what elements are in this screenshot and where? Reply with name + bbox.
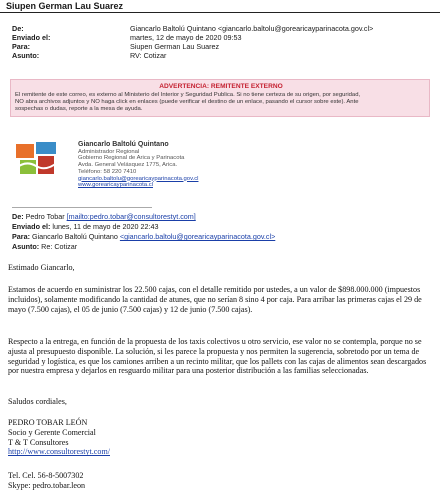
gore-logo-icon: [14, 140, 60, 178]
to-label: Para:: [12, 42, 30, 51]
warning-line: sospechas o dudas, reporte a la mesa de ayuda.: [15, 106, 143, 113]
logo-block-blue: [36, 142, 56, 154]
forwarded-sent-row: [12, 222, 159, 231]
sender-block: [8, 418, 110, 457]
sender-contact: [8, 471, 85, 491]
fwd-subject-label: Asunto:: [12, 242, 40, 251]
signature-phone: Teléfono: 58 220 7410: [78, 168, 137, 175]
forwarded-to-row: [12, 232, 275, 241]
warning-line: El remitente de este correo, es externo al Ministerio del Interior y Seguridad Publica. Si no tiene certeza de su origen, por seguridad,: [15, 92, 361, 98]
to-value[interactable]: Siupen German Lau Suarez: [130, 42, 220, 51]
signature-name: Giancarlo Baltolú Quintano: [78, 141, 169, 148]
warning-line: NO abra archivos adjuntos y NO haga click en enlaces (puede verificar el destino de un enlace, pasando el cursor sobre este). Ante: [15, 99, 359, 106]
from-value[interactable]: Giancarlo Baltolú Quintano <giancarlo.baltolu@gorearicayparinacota.gov.cl>: [130, 24, 374, 33]
sender-role: Socio y Gerente Comercial: [8, 427, 96, 437]
signature-address: Avda. General Velásquez 1775, Arica.: [78, 162, 178, 169]
sent-label: Enviado el:: [12, 33, 51, 42]
fwd-to-label: Para:: [12, 232, 30, 241]
logo-block-orange: [16, 144, 34, 158]
sender-name: PEDRO TOBAR LEÓN: [8, 418, 88, 427]
fwd-to-name: Giancarlo Baltolú Quintano: [31, 232, 118, 241]
signature-org: Gobierno Regional de Arica y Parinacota: [78, 155, 185, 162]
greeting: Estimado Giancarlo,: [8, 263, 75, 272]
closing: Saludos cordiales,: [8, 397, 67, 406]
signature-role: Administrador Regional: [78, 148, 140, 155]
warning-body: [15, 92, 427, 114]
forwarded-subject-row: [12, 242, 77, 251]
paragraph-offer: Estamos de acuerdo en suministrar los 22.500 cajas, con el detalle remitido por ustedes, a un valor de $898.000.000 (impuestos incluidos), solamente modificando la cantidad de atunes, que no serían 8 sino 4 por caja. Para arribar las primeras cajas el 29 de mayo (7.500 cajas), el 05 de junio (7.500 cajas) y 12 de junio (7.500 cajas).: [8, 285, 422, 314]
fwd-sent-value: lunes, 11 de mayo de 2020 22:43: [52, 222, 159, 231]
signature-web-link[interactable]: www.gorearicayparinacota.cl: [78, 182, 153, 189]
fwd-to-email-link[interactable]: <giancarlo.baltolu@gorearicayparinacota.gov.cl>: [119, 232, 276, 241]
signature-email-link[interactable]: giancarlo.baltolu@gorearicayparinacota.gov.cl: [78, 175, 199, 182]
window-title: Siupen German Lau Suarez: [6, 1, 124, 11]
paragraph-delivery: Respecto a la entrega, en función de la propuesta de los taxis colectivos u otro servicio, ese valor no se contempla, porque no se ajusta al presupuesto disponible. La solución, si les parece la propuesta y nos permiten la sugerencia, sobretodo por un tema de seguridad y logística, es que los camiones arriben a un recinto militar, que los pallets con las cajas de alimentos sean descargados por nuestra empresa y dejarlos en resguardo militar para una posterior distribución a las familias seleccionadas.: [8, 337, 427, 376]
fwd-sent-label: Enviado el:: [12, 222, 51, 231]
sender-web-link[interactable]: http://www.consultorestyt.com/: [8, 447, 110, 457]
subject-label: Asunto:: [12, 51, 40, 60]
forwarded-from-row: [12, 212, 196, 221]
sender-company: T & T Consultores: [8, 437, 69, 447]
from-label: De:: [12, 24, 24, 33]
warning-title: ADVERTENCIA: REMITENTE EXTERNO: [159, 83, 283, 90]
logo-block-green: [20, 160, 36, 174]
window-title-bar: [0, 0, 440, 13]
signature-text: [78, 142, 198, 189]
divider: [12, 207, 152, 208]
sender-phone: Tel. Cel. 56-8-5007302: [8, 471, 84, 480]
fwd-from-name: Pedro Tobar: [25, 212, 65, 221]
sender-skype: Skype: pedro.tobar.leon: [8, 480, 86, 490]
fwd-from-label: De:: [12, 212, 24, 221]
subject-value: RV: Cotizar: [130, 51, 167, 60]
fwd-from-mailto-link[interactable]: [mailto:pedro.tobar@consultorestyt.com]: [66, 212, 196, 221]
logo-block-red: [38, 156, 54, 174]
external-sender-warning: [10, 79, 430, 117]
sent-value: martes, 12 de mayo de 2020 09:53: [130, 33, 242, 42]
fwd-subject-value: Re: Cotizar: [41, 242, 78, 251]
